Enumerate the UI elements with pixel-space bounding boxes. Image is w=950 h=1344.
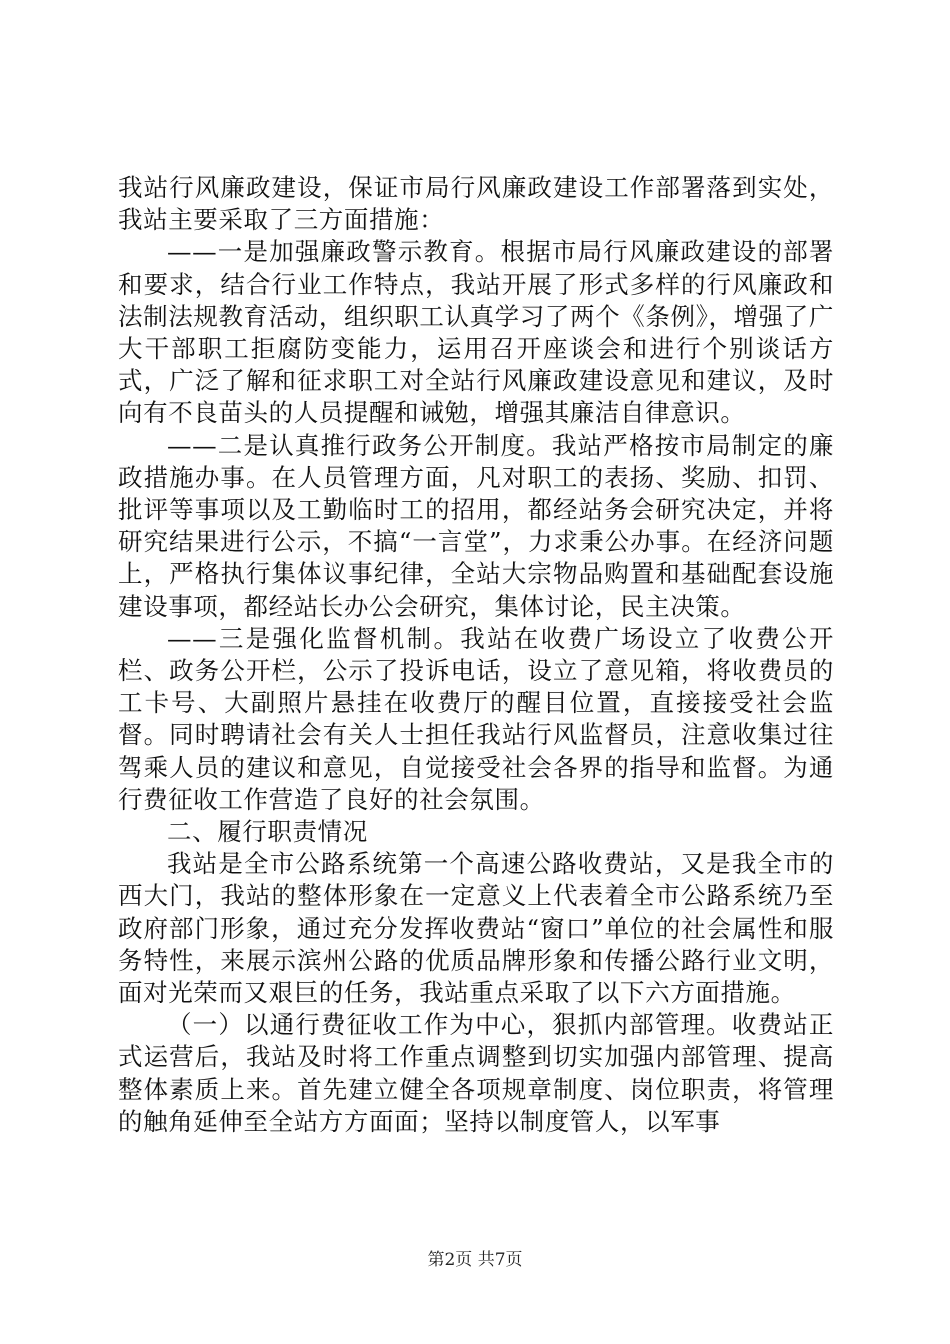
paragraph-measure-one: ——一是加强廉政警示教育。根据市局行风廉政建设的部署和要求，结合行业工作特点，我站开展了形式多样的行风廉政和法制法规教育活动，组织职工认真学习了两个《条例》，增强了广大干部职工拒腐防变能力，运用召开座谈会和进行个别谈话方式，广泛了解和征求职工对全站行风廉政建设意见和建议，及时向有不良苗头的人员提醒和诫勉，增强其廉洁自律意识。	[118, 237, 834, 428]
paragraph-measure-two: ——二是认真推行政务公开制度。我站严格按市局制定的廉政措施办事。在人员管理方面，凡对职工的表扬、奖励、扣罚、批评等事项以及工勤临时工的招用，都经站务会研究决定，并将研究结果进行公示，不搞“一言堂”，力求秉公办事。在经济问题上，严格执行集体议事纪律，全站大宗物品购置和基础配套设施建设事项，都经站长办公会研究，集体讨论，民主决策。	[118, 430, 834, 621]
paragraph-item-one: （一）以通行费征收工作为中心，狠抓内部管理。收费站正式运营后，我站及时将工作重点调整到切实加强内部管理、提高整体素质上来。首先建立健全各项规章制度、岗位职责，将管理的触角延伸至全站方方面面；坚持以制度管人，以军事	[118, 1010, 834, 1136]
section-heading-duties: 二、履行职责情况	[167, 817, 368, 847]
page-number-footer: 第2页 共7页	[427, 1250, 523, 1270]
document-body	[118, 172, 834, 1138]
paragraph-intro: 我站行风廉政建设，保证市局行风廉政建设工作部署落到实处，我站主要采取了三方面措施：	[118, 173, 834, 235]
paragraph-duties-overview: 我站是全市公路系统第一个高速公路收费站，又是我全市的西大门，我站的整体形象在一定意义上代表着全市公路系统乃至政府部门形象，通过充分发挥收费站“窗口”单位的社会属性和服务特性，来展示滨州公路的优质品牌形象和传播公路行业文明，面对光荣而又艰巨的任务，我站重点采取了以下六方面措施。	[118, 849, 834, 1008]
paragraph-measure-three: ——三是强化监督机制。我站在收费广场设立了收费公开栏、政务公开栏，公示了投诉电话，设立了意见箱，将收费员的工卡号、大副照片悬挂在收费厅的醒目位置，直接接受社会监督。同时聘请社会有关人士担任我站行风监督员，注意收集过往驾乘人员的建议和意见，自觉接受社会各界的指导和监督。为通行费征收工作营造了良好的社会氛围。	[118, 623, 834, 814]
